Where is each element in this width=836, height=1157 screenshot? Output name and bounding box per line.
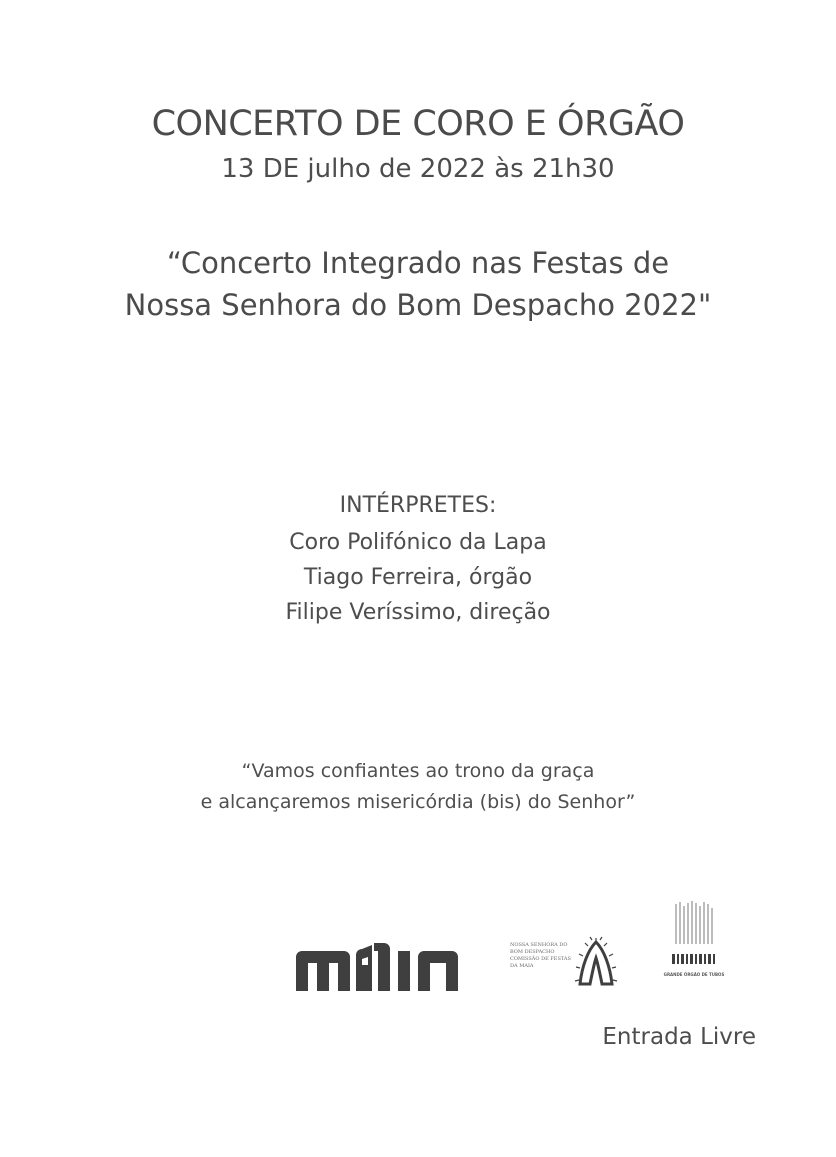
nossa-senhora-logo-text: NOSSA SENHORA DO BOM DESPACHO COMISSÃO DE FESTAS DA MAIA [510, 942, 571, 969]
grande-orgao-logo [660, 900, 728, 1000]
concert-title: CONCERTO DE CORO E ÓRGÃO [151, 104, 685, 144]
nossa-senhora-logo [510, 936, 618, 994]
motto-line-2: e alcançaremos misericórdia (bis) do Senhor” [200, 791, 636, 813]
festival-subtitle-line-2: Nossa Senhora do Bom Despacho 2022" [124, 288, 712, 322]
concert-date: 13 DE julho de 2022 às 21h30 [221, 154, 615, 184]
grande-orgao-logo-text: GRANDE ÓRGÃO DE TUBOS [663, 972, 725, 977]
motto-line-1: “Vamos confiantes ao trono da graça [241, 760, 595, 782]
festival-subtitle-line-1: “Concerto Integrado nas Festas de [166, 246, 670, 280]
performers-heading: INTÉRPRETES: [339, 493, 497, 518]
free-entry-label: Entrada Livre [602, 1024, 756, 1050]
nossa-senhora-emblem-icon [574, 936, 618, 992]
performer-organist: Tiago Ferreira, órgão [303, 565, 533, 590]
organ-pipes-icon [660, 900, 728, 970]
performer-choir: Coro Polifónico da Lapa [289, 530, 547, 555]
performer-conductor: Filipe Veríssimo, direção [285, 600, 551, 625]
maia-logo [290, 937, 466, 995]
